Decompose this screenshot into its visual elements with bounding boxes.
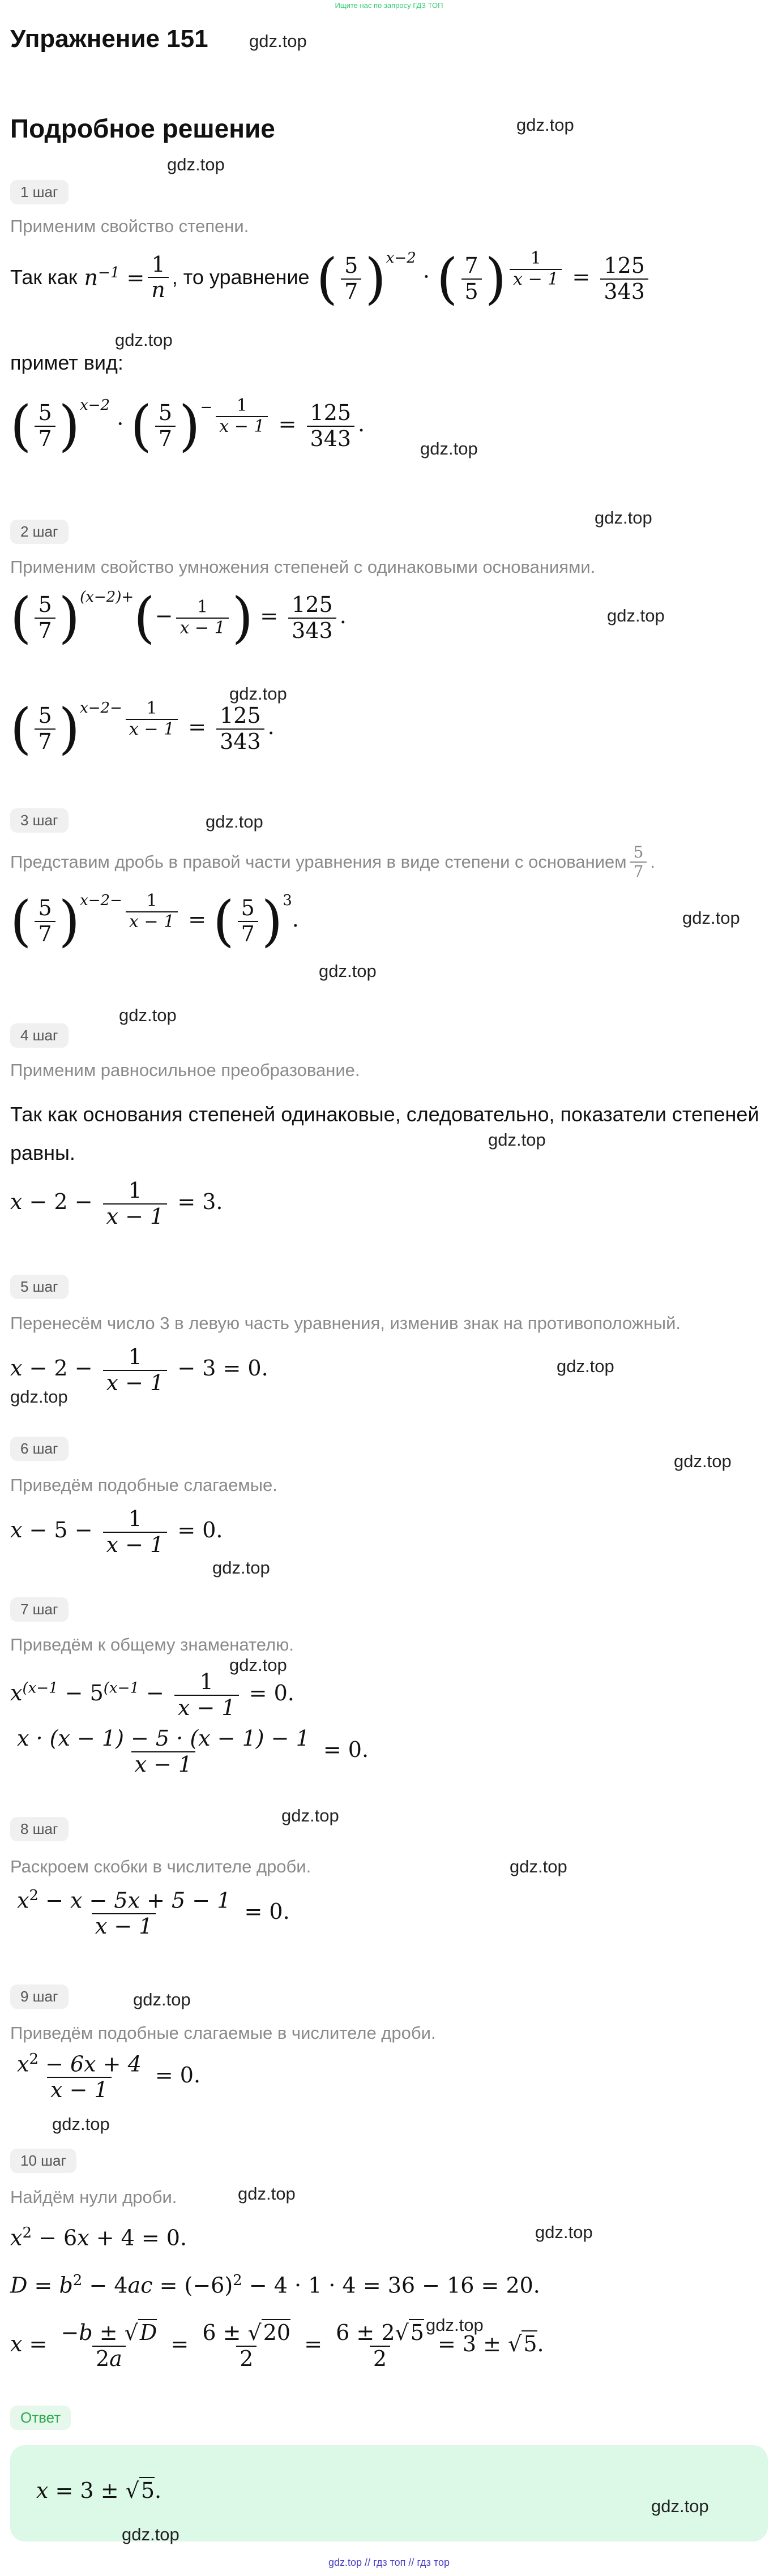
formula: x − 5 − $\frac{1}{x - 1}$ = 0. (10, 1506, 223, 1557)
watermark: gdz.top (674, 1451, 732, 1471)
watermark: gdz.top (682, 908, 740, 928)
formula: ( $\frac{5}{7}$ )$^{x-2-}$ $\frac{1}{x - 1}$ = ( $\frac{5}{7}$ )$^3$. (10, 889, 299, 953)
step-badge: 1 шаг (10, 180, 69, 204)
step-description: Найдём нули дроби. (10, 2187, 177, 2207)
watermark: gdz.top (651, 2496, 709, 2516)
watermark: gdz.top (206, 812, 263, 831)
step-text: Так как (10, 265, 78, 289)
watermark: gdz.top (488, 1130, 546, 1150)
watermark: gdz.top (115, 330, 173, 350)
formula: x − 2 − $\frac{1}{x - 1}$ = 3. (10, 1178, 223, 1229)
formula: $\frac{x \cdot (x - 1) - 5 \cdot (x - 1) - 1}{x - 1}$ = 0. (17, 1726, 369, 1777)
watermark: gdz.top (557, 1356, 614, 1376)
step-text: Так как основания степеней одинаковые, следовательно, показатели степеней (10, 1103, 759, 1126)
watermark: gdz.top (10, 1387, 68, 1407)
watermark: gdz.top (122, 2524, 179, 2544)
formula: Так как $n^{-1}$ = $\frac{1}{n}$ , то уравнение ( $\frac{5}{7}$ )$^{x-2}$ · ( $\frac{7}{5}$ ) $\frac{1}{x - 1}$ = $\frac{125}{343}$ (10, 249, 652, 306)
footer-links[interactable]: gdz.top // гдз топ // гдз тор (328, 2557, 450, 2568)
watermark: gdz.top (238, 2184, 296, 2204)
formula: ( $\frac{5}{7}$ )$^{x-2}$ · ( $\frac{5}{7}$ )− $\frac{1}{x - 1}$ = $\frac{125}{343}$ . (10, 394, 365, 458)
step-description: Приведём подобные слагаемые. (10, 1475, 277, 1495)
step-badge: 10 шаг (10, 2149, 76, 2173)
formula: ( $\frac{5}{7}$ )$^{x-2-}$ $\frac{1}{x - 1}$ = $\frac{125}{343}$ . (10, 697, 275, 761)
step-description: Применим свойство степени. (10, 216, 249, 236)
step-description: Перенесём число 3 в левую часть уравнения, изменив знак на противоположный. (10, 1313, 681, 1333)
watermark: gdz.top (52, 2114, 110, 2134)
watermark: gdz.top (133, 1990, 191, 2009)
formula: x = $\frac{-b \pm √D}{2a}$ = $\frac{6 \pm √20}{2}$ = $\frac{6 \pm 2√5}{2}$ = 3 ± √5. (10, 2320, 544, 2371)
watermark: gdz.top (535, 2222, 593, 2242)
step-badge: 7 шаг (10, 1597, 69, 1622)
watermark: gdz.top (212, 1558, 270, 1578)
step-badge: 9 шаг (10, 1984, 69, 2009)
step-text: равны. (10, 1141, 75, 1164)
answer-badge: Ответ (10, 2406, 71, 2430)
watermark: gdz.top (281, 1806, 339, 1825)
top-hint: Ищите нас по запросу ГДЗ ТОП (335, 1, 443, 10)
formula: $\frac{x^2 - x - 5x + 5 - 1}{x - 1}$ = 0. (17, 1887, 290, 1939)
step-description: Приведём подобные слагаемые в числителе дроби. (10, 2023, 436, 2043)
step-badge: 4 шаг (10, 1023, 69, 1048)
watermark: gdz.top (119, 1005, 177, 1025)
step-badge: 5 шаг (10, 1275, 69, 1299)
watermark: gdz.top (510, 1857, 567, 1876)
step-description: Применим свойство умножения степеней с одинаковыми основаниями. (10, 557, 596, 577)
step-description: Представим дробь в правой части уравнения в виде степени с основанием (10, 852, 627, 872)
step-description: Раскроем скобки в числителе дроби. (10, 1857, 311, 1876)
step-badge: 3 шаг (10, 808, 69, 833)
watermark: gdz.top (516, 115, 574, 135)
step-badge: 6 шаг (10, 1437, 69, 1461)
formula: $\frac{x^2 - 6x + 4}{x - 1}$ = 0. (17, 2051, 201, 2103)
answer-formula: x = 3 ± √5. (36, 2478, 162, 2503)
step-description: Применим равносильное преобразование. (10, 1060, 360, 1080)
formula: x − 2 − $\frac{1}{x - 1}$ − 3 = 0. (10, 1344, 268, 1395)
step-text: , то уравнение (172, 265, 310, 289)
solution-title: Подробное решение (10, 114, 275, 143)
formula: Представим дробь в правой части уравнения в виде степени с основанием $\frac{5}{7}$ . (10, 843, 656, 881)
step-badge: 8 шаг (10, 1817, 69, 1841)
watermark: gdz.top (595, 508, 652, 528)
formula: $x^{(x-1} - 5^{(x-1}$ − $\frac{1}{x - 1}$ = 0. (10, 1669, 294, 1720)
watermark: gdz.top (426, 2315, 484, 2335)
watermark: gdz.top (229, 1655, 287, 1675)
step-badge: 2 шаг (10, 520, 69, 544)
watermark: gdz.top (607, 606, 665, 625)
watermark: gdz.top (420, 439, 478, 458)
watermark: gdz.top (249, 31, 307, 51)
formula: ( $\frac{5}{7}$ )$^{(x-2)+}$(− $\frac{1}{x - 1}$ ) = $\frac{125}{343}$ . (10, 586, 347, 650)
watermark: gdz.top (319, 961, 377, 981)
step-description: Приведём к общему знаменателю. (10, 1635, 294, 1655)
watermark: gdz.top (167, 155, 225, 174)
exercise-title: Упражнение 151 (10, 25, 208, 53)
formula: $D = b^2 - 4ac = (-6)^2 - 4 \cdot 1 \cdot 4 = 36 - 16 = 20$. (10, 2272, 540, 2298)
watermark: gdz.top (229, 684, 287, 704)
step-text: примет вид: (10, 351, 123, 374)
formula: $x^2 - 6x + 4 = 0$. (10, 2224, 187, 2251)
